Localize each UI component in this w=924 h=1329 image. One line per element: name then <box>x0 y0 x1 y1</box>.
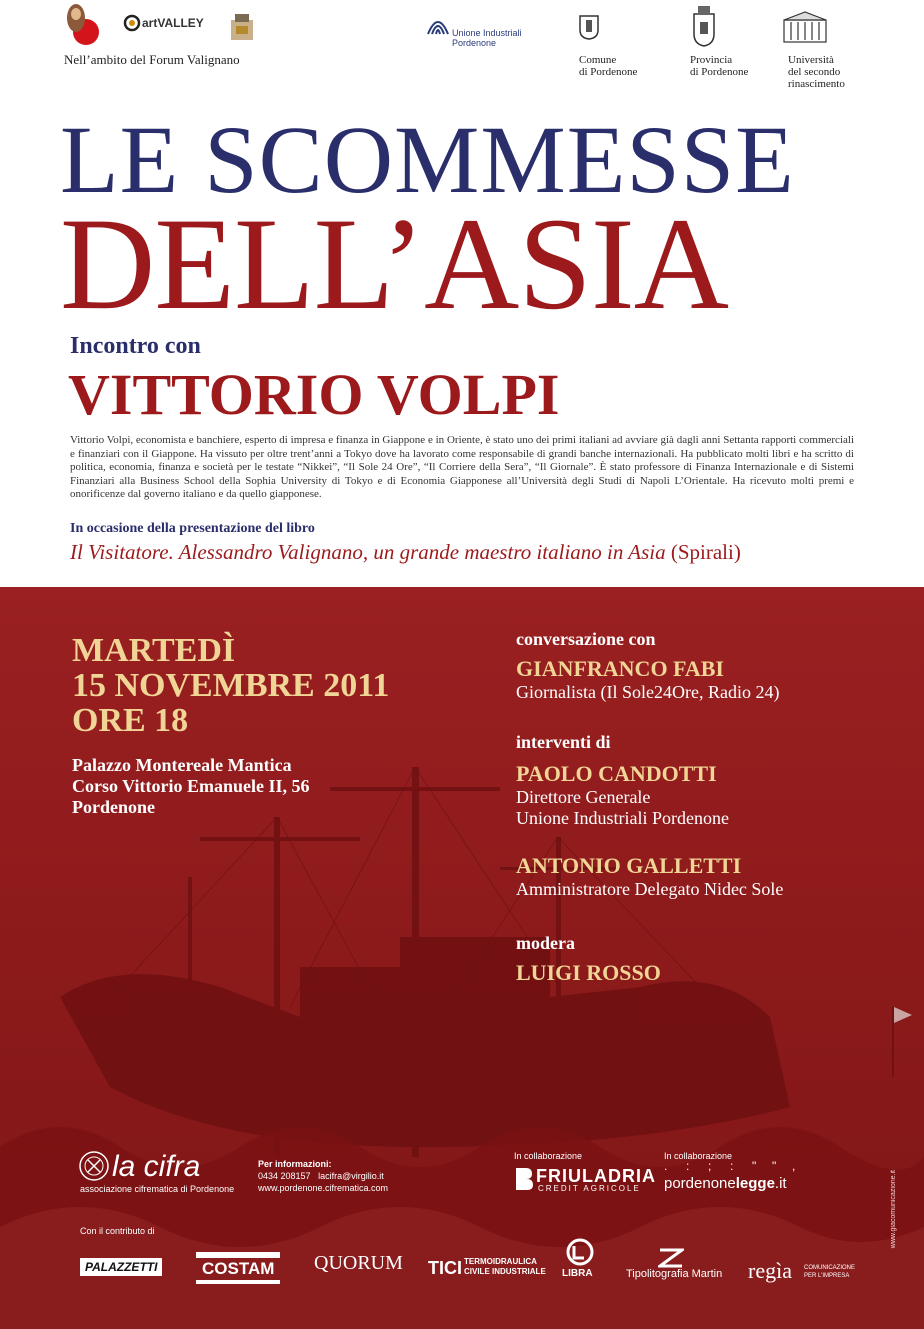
event-day: MARTEDÌ <box>72 632 236 669</box>
university-building-icon <box>782 10 828 44</box>
sponsor-regia: regìa <box>748 1258 792 1283</box>
speaker2-role: Amministratore Delegato Nidec Sole <box>516 879 784 899</box>
friuladria-logo-text: FRIULADRIA <box>536 1166 656 1186</box>
libra-icon <box>562 1238 598 1268</box>
sponsor-quorum: QUORUM <box>314 1252 403 1274</box>
sponsor-regia-sub: COMUNICAZIONE PER L’IMPRESA <box>804 1265 855 1279</box>
artvalley-logo-text: artVALLEY <box>142 16 204 30</box>
lacifra-logo-text: la cifra <box>112 1150 201 1183</box>
svg-text:,: , <box>792 1160 796 1172</box>
book-title: Il Visitatore. Alessandro Valignano, un grande maestro italiano in Asia <box>70 540 666 564</box>
comune-crest-icon <box>578 14 600 40</box>
occasion-label: In occasione della presentazione del libro <box>70 521 315 536</box>
event-venue: Palazzo Montereale Mantica Corso Vittorio Emanuele II, 56 Pordenone <box>72 755 310 817</box>
moderator-name: LUIGI ROSSO <box>516 960 661 985</box>
forum-valignano-logo <box>62 2 112 48</box>
book-publisher: (Spirali) <box>670 540 741 564</box>
guest-name: GIANFRANCO FABI <box>516 656 724 681</box>
intro-label: Incontro con <box>70 333 201 359</box>
collab-label-1: In collaborazione <box>514 1151 583 1161</box>
designer-credit: www.giacomunicazione.it <box>890 1170 897 1249</box>
speaker-bio: Vittorio Volpi, economista e banchiere, esperto di impresa e finanza in Giappone e in Oriente, è stato uno dei primi italiani ad avviare già dagli anni Settanta rapporti commerciali e finanziari con il Giappone. Ha vissuto per oltre trent’anni a Tokyo dove ha lavorato come responsabile di grandi banche internazionali. Ha pubblicato molti libri e ha scritto di politica, economia, finanza e società per le testate “Nikkei”, “Il Sole 24 Ore”, “Il Corriere della Sera”, “Il Giornale”. È stato professore di Finanza Internazionale e di Sistemi Finanziari alla Business School della Sophia University di Tokyo e di Economia Giapponese all’Università degli Studi di Napoli L’Orientale. Ha ricevuto molti premi e onorificenze dal governo italiano e da quello giapponese. <box>70 434 854 500</box>
svg-text::: : <box>730 1160 734 1172</box>
pordenonelegge-punctuation-icon <box>664 1160 804 1172</box>
title-line-2: DELL’ASIA <box>60 190 729 337</box>
partner-logos-header <box>0 0 924 95</box>
moderator-label: modera <box>516 933 575 953</box>
svg-text:": " <box>752 1160 757 1172</box>
speaker2-name: ANTONIO GALLETTI <box>516 853 742 878</box>
seminary-crest-icon <box>228 12 256 44</box>
title-line-1: LE SCOMMESSE <box>60 106 795 213</box>
event-date-block <box>72 633 389 738</box>
program-column <box>516 628 896 986</box>
lacifra-subtitle: associazione cifrematica di Pordenone <box>80 1184 235 1194</box>
conversation-label: conversazione con <box>516 629 656 649</box>
sponsor-tici: TICI <box>428 1258 462 1278</box>
event-time: ORE 18 <box>72 702 189 739</box>
provincia-caption: Provincia di Pordenone <box>690 54 749 78</box>
sponsor-tipolitografia: Tipolitografia Martin <box>626 1268 723 1280</box>
friuladria-subtitle: CREDIT AGRICOLE <box>538 1184 641 1193</box>
pordenonelegge-logo: pordenonelegge.it <box>664 1175 787 1192</box>
contact-info <box>258 1158 388 1194</box>
sponsor-tici-sub: TERMOIDRAULICA CIVILE INDUSTRIALE <box>464 1257 546 1276</box>
friuladria-icon <box>514 1166 534 1192</box>
info-label: Per informazioni: <box>258 1159 332 1169</box>
svg-text:.: . <box>664 1160 668 1172</box>
event-date: 15 NOVEMBRE 2011 <box>72 667 390 704</box>
speaker1-role-2: Unione Industriali Pordenone <box>516 808 729 828</box>
speaker1-role-1: Direttore Generale <box>516 787 651 807</box>
speaker1-name: PAOLO CANDOTTI <box>516 761 717 786</box>
tipolitografia-icon <box>658 1248 684 1268</box>
forum-caption: Nell’ambito del Forum Valignano <box>64 52 240 67</box>
unione-industriali-caption: Unione Industriali Pordenone <box>452 28 522 48</box>
guest-role: Giornalista (Il Sole24Ore, Radio 24) <box>516 682 780 702</box>
sponsor-palazzetti: PALAZZETTI <box>80 1258 162 1276</box>
interventions-label: interventi di <box>516 732 611 752</box>
comune-caption: Comune di Pordenone <box>579 54 638 78</box>
info-phone: 0434 208157 <box>258 1171 311 1181</box>
contributo-label: Con il contributo di <box>80 1226 155 1236</box>
provincia-crest-icon <box>688 4 720 48</box>
speaker-name: VITTORIO VOLPI <box>68 362 560 427</box>
collab-label-2: In collaborazione <box>664 1151 733 1161</box>
book-title-line <box>70 540 741 565</box>
sponsor-costam: COSTAM <box>196 1252 280 1284</box>
lacifra-seal-icon <box>78 1150 110 1182</box>
svg-text::: : <box>686 1160 690 1172</box>
artvalley-icon <box>123 14 141 32</box>
unione-industriali-icon <box>426 14 450 36</box>
info-email[interactable]: lacifra@virgilio.it <box>318 1171 384 1181</box>
svg-text:;: ; <box>708 1160 712 1172</box>
sponsor-libra: LIBRA <box>562 1268 593 1279</box>
info-website[interactable]: www.pordenone.cifrematica.com <box>258 1183 389 1193</box>
svg-text:": " <box>772 1160 777 1172</box>
university-caption: Università del secondo rinascimento <box>788 54 845 90</box>
